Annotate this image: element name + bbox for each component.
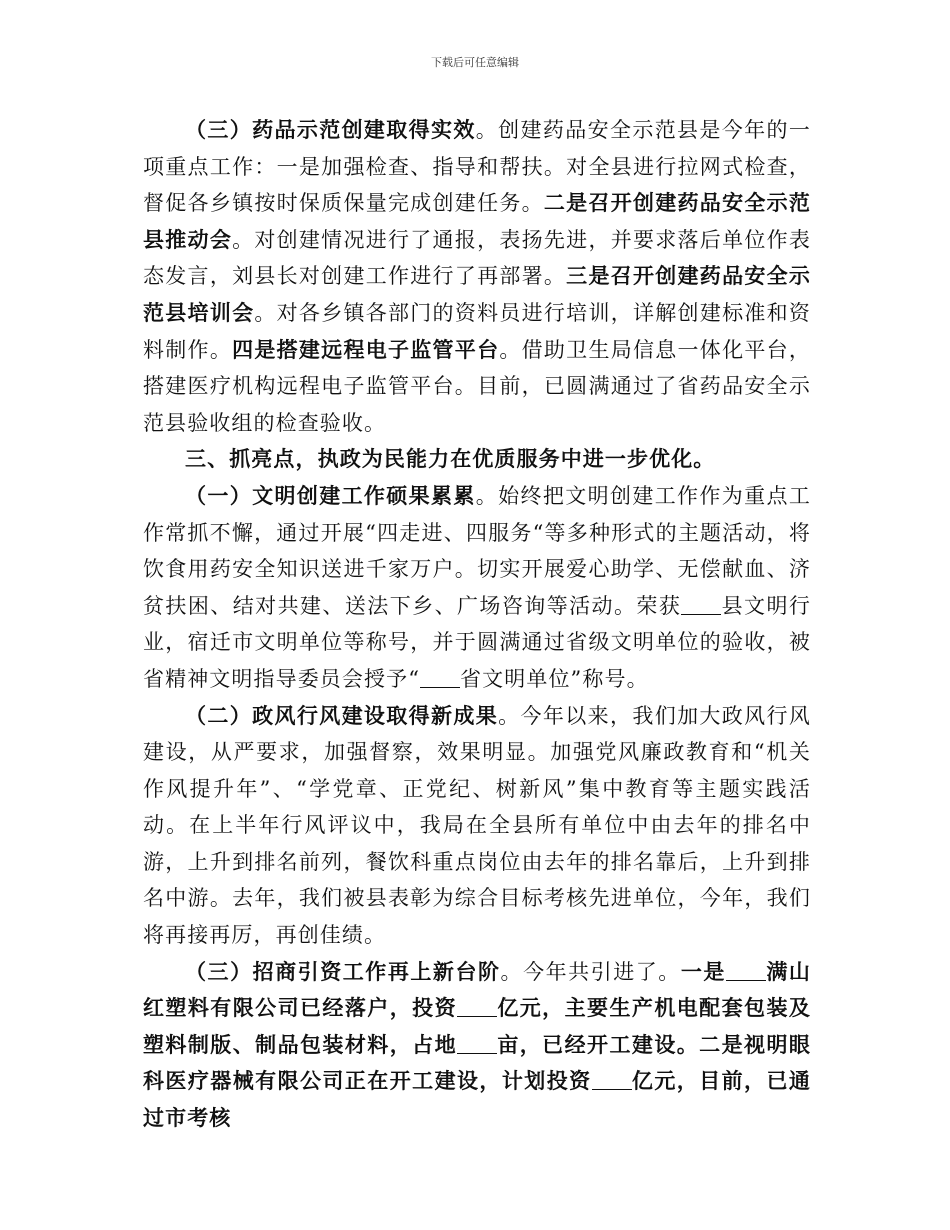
- bold-text: （三）招商引资工作再上新台阶: [185, 958, 501, 984]
- body-text: 省文明单位”称号。: [460, 666, 649, 691]
- body-text: 。对各乡镇各部门的资料员进行培训，详解创建标准和资料制作。: [143, 300, 812, 362]
- body-text: 县文明行业，宿迁市文明单位等称号，并于圆满通过省级文明单位的验收，被省精神文明指导委员会授予“: [143, 593, 811, 691]
- fill-in-blank: [457, 1052, 497, 1054]
- body-text: 。今年共引进了。: [500, 959, 681, 984]
- page-header: 下载后可任意编辑: [431, 56, 519, 69]
- bold-text: 亿元，主要生产机电配套包装及塑料制版、制品包装材料，占地: [143, 995, 811, 1057]
- body-text: 。创建药品安全示范县是今年的一项重点工作：一是加强检查、指导和帮扶。对全县进行拉网式检查，督促各乡镇按时保质保量完成创建任务。: [143, 118, 811, 216]
- paragraph-conduct: [143, 698, 811, 954]
- bold-text: （二）政风行风建设取得新成果: [185, 702, 499, 728]
- bold-text: 二是召开创建药品安全示范县推动会: [143, 190, 811, 252]
- bold-text: 亿元，目前，已通过市考核: [143, 1068, 811, 1131]
- paragraph-drug-demo: [143, 112, 811, 441]
- paragraph-civilization: [143, 478, 811, 698]
- body-text: 。今年以来，我们加大政风行风建设，从严要求，加强督察，效果明显。加强党风廉政教育和“机关作风提升年”、“学党章、正党纪、树新风”集中教育等主题实践活动。在上半年行风评议中，我局在全县所有单位中由去年的排名中游，上升到排名前列，餐饮科重点岗位由去年的排名靠后，上升到排名中游。去年，我们被县表彰为综合目标考核先进单位，今年，我们将再接再厉，再创佳绩。: [143, 703, 812, 948]
- paragraph-investment: [143, 954, 811, 1137]
- fill-in-blank: [457, 1015, 497, 1017]
- fill-in-blank: [726, 979, 766, 981]
- paragraph-section-three: [143, 441, 811, 478]
- bold-text: （一）文明创建工作硕果累累: [185, 482, 476, 508]
- document-body: [143, 112, 811, 1137]
- bold-text: 满山红塑料有限公司已经落户，投资: [143, 958, 811, 1021]
- bold-text: 四是搭建远程电子监管平台: [232, 336, 500, 362]
- body-text: 。借助卫生局信息一体化平台，搭建医疗机构远程电子监管平台。目前，已圆满通过了省药品安全示范县验收组的检查验收。: [143, 337, 811, 435]
- bold-text: 三、抓亮点，执政为民能力在优质服务中进一步优化。: [185, 446, 716, 472]
- fill-in-blank: [592, 1088, 632, 1090]
- fill-in-blank: [420, 686, 460, 688]
- bold-text: （三）药品示范创建取得实效: [185, 117, 476, 142]
- fill-in-blank: [681, 613, 721, 615]
- bold-text: 三是召开创建药品安全示范县培训会: [143, 263, 811, 325]
- bold-text: 一是: [680, 958, 726, 984]
- body-text: 。始终把文明创建工作作为重点工作常抓不懈，通过开展“四走进、四服务“等多种形式的主题活动，将饮食用药安全知识送进千家万户。切实开展爱心助学、无偿献血、济贫扶困、结对共建、送法下乡、广场咨询等活动。荣获: [143, 483, 811, 618]
- bold-text: 亩，已经开工建设。二是视明眼科医疗器械有限公司正在开工建设，计划投资: [143, 1031, 811, 1094]
- body-text: 。对创建情况进行了通报，表扬先进，并要求落后单位作表态发言，刘县长对创建工作进行了再部署。: [143, 227, 811, 289]
